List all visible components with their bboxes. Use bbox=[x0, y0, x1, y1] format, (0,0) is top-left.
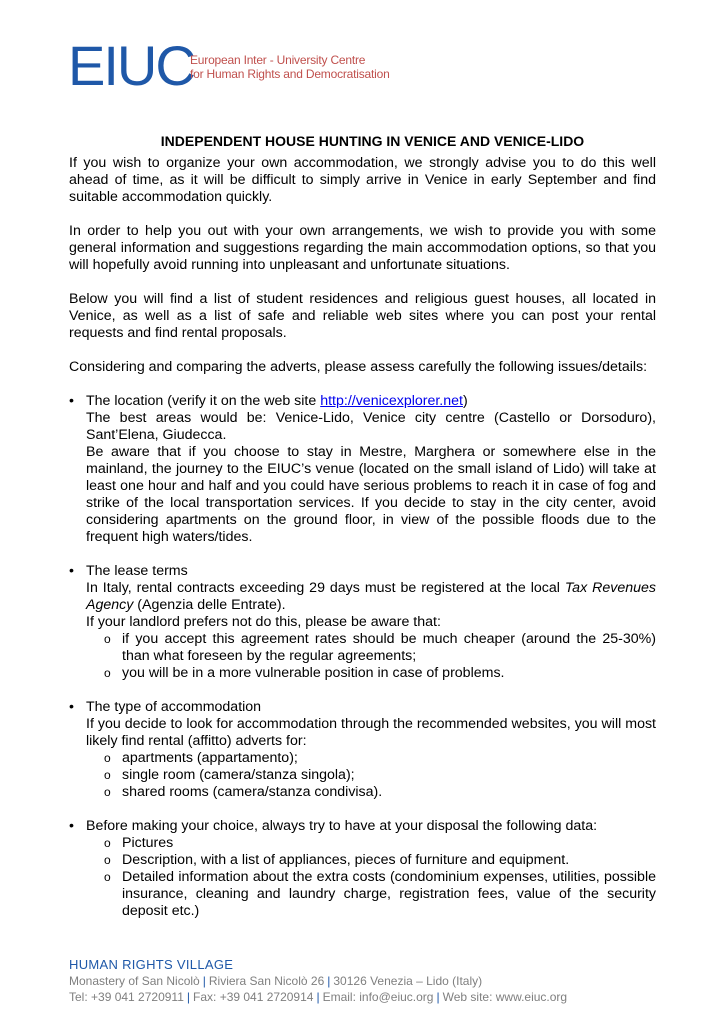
lease-sublist bbox=[104, 631, 656, 682]
issue-lease-lead: The lease terms bbox=[86, 563, 188, 579]
issue-location-warning: Be aware that if you choose to stay in Mestre, Marghera or somewhere else in the mainland, the journey to the EIUC’s venue (located on the small island of Lido) will take at least one hour and half and you could have serious problems to reach it in case of fog and strike of the local transportation services. If you decide to stay in the city center, avoid considering apartments on the ground floor, in view of the possible floods due to the frequent high waters/tides. bbox=[86, 444, 656, 545]
list-item: o Pictures bbox=[104, 835, 174, 851]
issue-accommodation-type bbox=[69, 699, 656, 801]
list-item: o single room (camera/stanza singola); bbox=[104, 767, 355, 783]
issue-type-lead: The type of accommodation bbox=[86, 699, 262, 715]
circle-bullet-icon: o bbox=[104, 853, 111, 867]
list-item: o you will be in a more vulnerable position in case of problems. bbox=[104, 665, 505, 681]
list-item: o shared rooms (camera/stanza condivisa). bbox=[104, 784, 383, 800]
circle-bullet-icon: o bbox=[104, 632, 111, 646]
page-footer bbox=[69, 957, 689, 1005]
footer-address-street: Riviera San Nicolò 26 bbox=[208, 974, 325, 988]
issues-list bbox=[69, 393, 656, 920]
issue-checklist-lead: Before making your choice, always try to have at your disposal the following data: bbox=[86, 818, 598, 834]
type-sublist bbox=[104, 750, 656, 801]
issue-type-text: If you decide to look for accommodation through the recommended websites, you will most likely find rental (affitto) adverts for: bbox=[86, 716, 656, 749]
paragraph-3: Below you will find a list of student residences and religious guest houses, all located in Venice, as well as a list of safe and reliable web sites where you can post your rental requests and find rental proposals. bbox=[69, 291, 656, 341]
bullet-icon: • bbox=[69, 699, 74, 715]
footer-separator: | bbox=[316, 990, 320, 1004]
venicexplorer-link[interactable]: http://venicexplorer.net bbox=[320, 393, 463, 409]
footer-separator: | bbox=[202, 974, 206, 988]
footer-address-city: 30126 Venezia – Lido (Italy) bbox=[333, 974, 483, 988]
circle-bullet-icon: o bbox=[104, 870, 111, 884]
logo-mark: EIUC bbox=[68, 34, 194, 97]
paragraph-2: In order to help you out with your own arrangements, we wish to provide you with some general information and suggestions regarding the main accommodation options, so that you will hopefully avoid running into unpleasant and unfortunate situations. bbox=[69, 223, 656, 273]
issue-data-checklist bbox=[69, 818, 656, 920]
paragraph-4: Considering and comparing the adverts, please assess carefully the following issues/details: bbox=[69, 359, 648, 375]
circle-bullet-icon: o bbox=[104, 836, 111, 850]
list-item: o Detailed information about the extra costs (condominium expenses, utilities, possible insurance, cleaning and laundry charge, registration fees, value of the security deposit etc.) bbox=[104, 869, 656, 919]
list-item: o apartments (appartamento); bbox=[104, 750, 298, 766]
circle-bullet-icon: o bbox=[104, 751, 111, 765]
issue-location-areas: The best areas would be: Venice-Lido, Venice city centre (Castello or Dorsoduro), Sant’Elena, Giudecca. bbox=[86, 410, 656, 443]
issue-lease-terms bbox=[69, 563, 656, 682]
footer-tel: Tel: +39 041 2720911 bbox=[69, 990, 184, 1004]
issue-location bbox=[69, 393, 656, 546]
issue-location-lead: The location (verify it on the web site http://venicexplorer.net) bbox=[86, 393, 468, 409]
footer-separator: | bbox=[327, 974, 331, 988]
circle-bullet-icon: o bbox=[104, 666, 111, 680]
footer-title: HUMAN RIGHTS VILLAGE bbox=[69, 957, 234, 972]
issue-lease-warning: If your landlord prefers not do this, please be aware that: bbox=[86, 614, 441, 630]
logo-subtitle-line-2: for Human Rights and Democratisation bbox=[190, 67, 390, 81]
bullet-icon: • bbox=[69, 818, 74, 834]
footer-separator: | bbox=[186, 990, 191, 1004]
circle-bullet-icon: o bbox=[104, 768, 111, 782]
document-title: INDEPENDENT HOUSE HUNTING IN VENICE AND VENICE-LIDO bbox=[160, 133, 585, 149]
logo-subtitle bbox=[190, 53, 490, 81]
footer-website: Web site: www.eiuc.org bbox=[442, 990, 568, 1004]
issue-lease-registration: In Italy, rental contracts exceeding 29 days must be registered at the local Tax Revenues Agency (Agenzia delle Entrate). bbox=[86, 580, 656, 613]
footer-address-monastery: Monastery of San Nicolò bbox=[69, 974, 200, 988]
checklist-sublist bbox=[104, 835, 656, 920]
list-item: o if you accept this agreement rates should be much cheaper (around the 25-30%) than what foreseen by the regular agreements; bbox=[104, 631, 656, 664]
bullet-icon: • bbox=[69, 393, 74, 409]
bullet-icon: • bbox=[69, 563, 74, 579]
document-body bbox=[69, 133, 656, 937]
circle-bullet-icon: o bbox=[104, 785, 111, 799]
footer-address bbox=[69, 973, 689, 989]
footer-fax: Fax: +39 041 2720914 bbox=[193, 990, 314, 1004]
list-item: o Description, with a list of appliances, pieces of furniture and equipment. bbox=[104, 852, 570, 868]
paragraph-1: If you wish to organize your own accommodation, we strongly advise you to do this well ahead of time, as it will be difficult to simply arrive in Venice in early September and find suitable accommodation quickly. bbox=[69, 155, 656, 205]
logo-subtitle-line-1: European Inter - University Centre bbox=[190, 53, 366, 67]
footer-contacts bbox=[69, 989, 689, 1005]
footer-email: Email: info@eiuc.org bbox=[322, 990, 434, 1004]
footer-separator: | bbox=[436, 990, 440, 1004]
